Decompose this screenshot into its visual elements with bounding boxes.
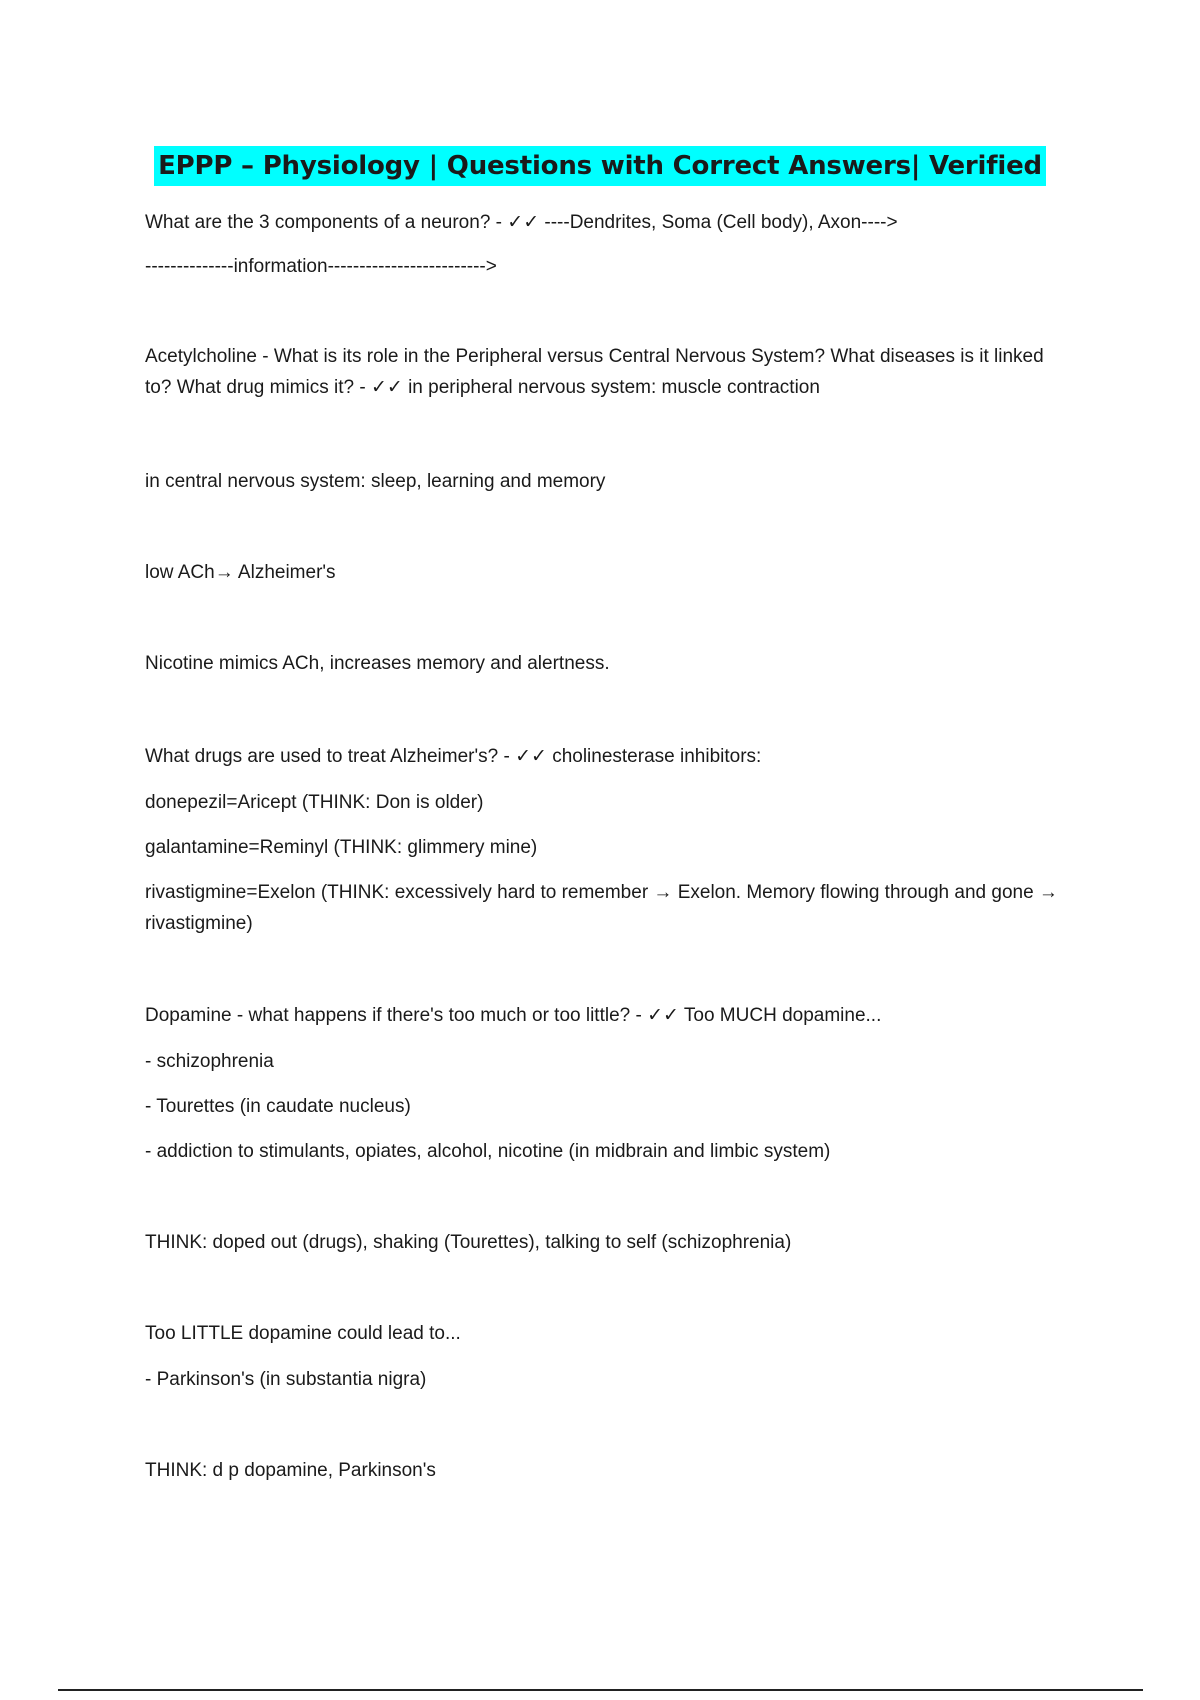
rivastigmine-line: rivastigmine=Exelon (THINK: excessively hard to remember → Exelon. Memory flowing through and gone → rivastigmine) (145, 882, 1058, 934)
low-ach-line: low ACh→ Alzheimer's (145, 562, 336, 583)
too-little-dopamine-line: Too LITTLE dopamine could lead to... (145, 1323, 461, 1344)
acetylcholine-question: Acetylcholine - What is its role in the Peripheral versus Central Nervous System? What diseases is it linked to? What drug mimics it? - ✓✓ in peripheral nervous system: muscle contraction (145, 346, 1044, 398)
acetylcholine-cns-line: in central nervous system: sleep, learning and memory (145, 471, 606, 492)
dopamine-addiction-item: - addiction to stimulants, opiates, alcohol, nicotine (in midbrain and limbic system) (145, 1141, 831, 1162)
neuron-question: What are the 3 components of a neuron? - ✓✓ ----Dendrites, Soma (Cell body), Axon----> (145, 212, 898, 233)
dopamine-question: Dopamine - what happens if there's too much or too little? - ✓✓ Too MUCH dopamine... (145, 1005, 882, 1026)
parkinsons-mnemonic-line: THINK: d p dopamine, Parkinson's (145, 1460, 436, 1481)
donepezil-line: donepezil=Aricept (THINK: Don is older) (145, 792, 484, 813)
dopamine-tourettes-item: - Tourettes (in caudate nucleus) (145, 1096, 411, 1117)
parkinsons-item: - Parkinson's (in substantia nigra) (145, 1369, 427, 1390)
dopamine-schizophrenia-item: - schizophrenia (145, 1051, 274, 1072)
document-title: EPPP – Physiology | Questions with Correct Answers| Verified (154, 146, 1046, 186)
dopamine-mnemonic-line: THINK: doped out (drugs), shaking (Tourettes), talking to self (schizophrenia) (145, 1232, 792, 1253)
nicotine-line: Nicotine mimics ACh, increases memory and alertness. (145, 653, 610, 674)
title-wrapper (0, 146, 1200, 186)
neuron-flow-line: --------------information-------------------------> (145, 256, 497, 277)
alzheimers-drugs-question: What drugs are used to treat Alzheimer's? - ✓✓ cholinesterase inhibitors: (145, 746, 762, 767)
footer-divider (58, 1689, 1143, 1691)
galantamine-line: galantamine=Reminyl (THINK: glimmery mine) (145, 837, 538, 858)
